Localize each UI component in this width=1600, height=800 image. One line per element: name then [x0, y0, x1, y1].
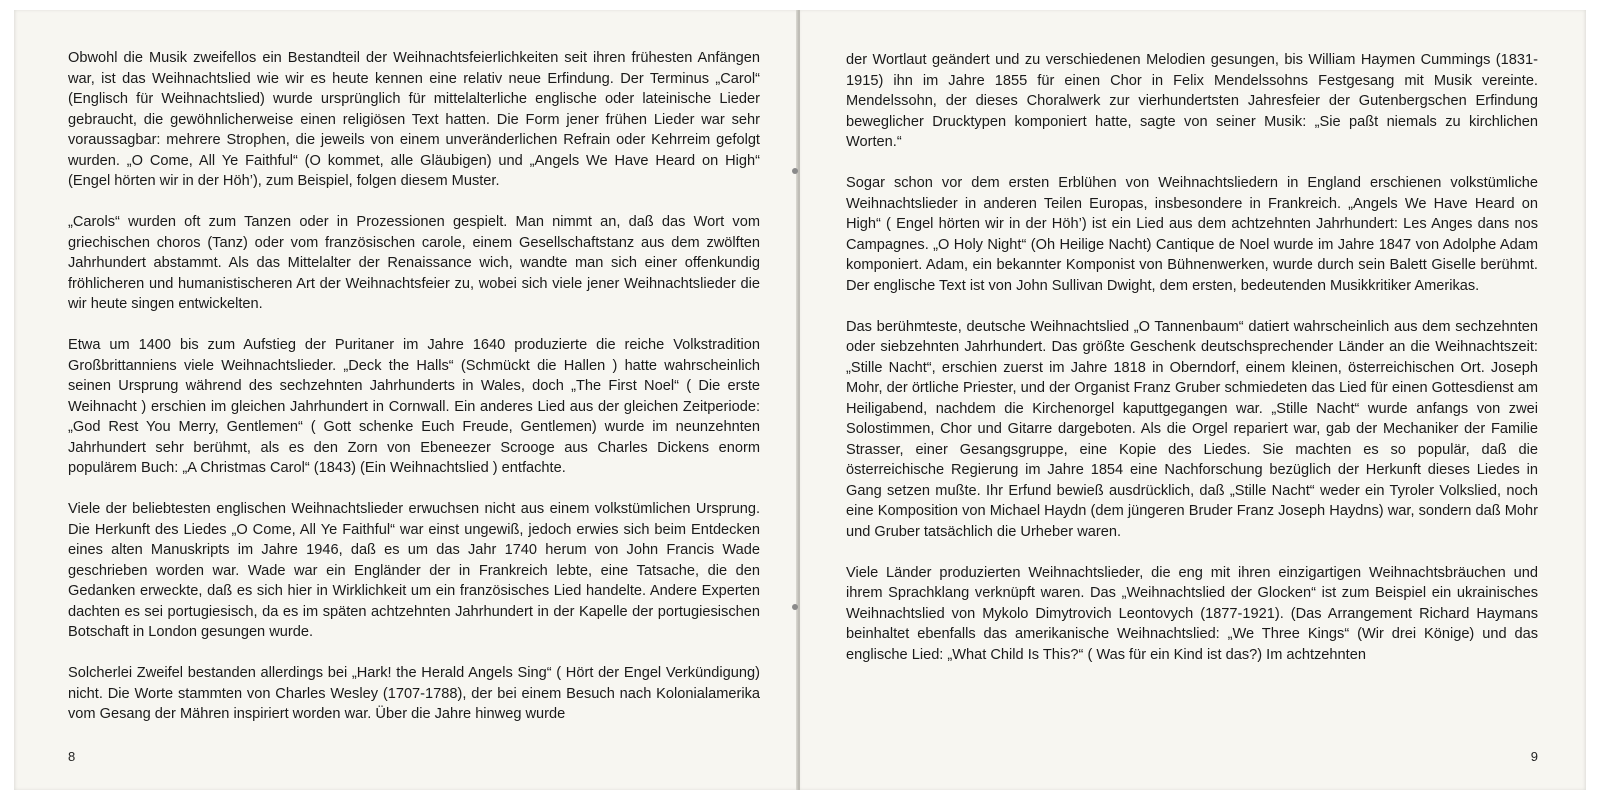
- left-paragraph-3: Etwa um 1400 bis zum Aufstieg der Puritaner im Jahre 1640 produzierte die reiche Volkstradition Großbrittanniens viele Weihnachtslieder. „Deck the Halls“ (Schmückt die Hallen ) hatte wahrscheinlich seinen Ursprung während des sechzehnten Jahrhunderts in Wales, doch „The First Noel“ ( Die erste Weihnacht ) erschien im gleichen Jahrhundert in Cornwall. Ein anderes Lied aus der gleichen Zeitperiode: „God Rest You Merry, Gentlemen“ ( Gott schenke Euch Freude, Gentlemen) wurde im neunzehnten Jahrhundert sehr berühmt, als es den Zorn von Ebeneezer Scrooge aus Charles Dickens enorm populärem Buch: „A Christmas Carol“ (1843) (Ein Weihnachtslied ) entfachte.: [68, 337, 760, 476]
- left-paragraph-5: Solcherlei Zweifel bestanden allerdings bei „Hark! the Herald Angels Sing“ ( Hört der Engel Verkündigung) nicht. Die Worte stammten von Charles Wesley (1707-1788), der bei einem Besuch nach Kolonialamerika vom Gesang der Mähren inspiriert worden war. Über die Jahre hinweg wurde: [68, 665, 760, 722]
- right-text-column: [846, 50, 1538, 665]
- right-paragraph-3: Das berühmteste, deutsche Weihnachtslied „O Tannenbaum“ datiert wahrscheinlich aus dem sechzehnten oder siebzehnten Jahrhundert. Das größte Geschenk deutschsprechender Länder an die Weihnachtszeit: „Stille Nacht“, erschien zuerst im Jahre 1818 in Oberndorf, einem kleinen, österreichischen Ort. Joseph Mohr, der örtliche Priester, und der Organist Franz Gruber schmiedeten das Lied für einen Gottesdienst am Heiligabend, nachdem die Kirchenorgel kaputtgegangen war. „Stille Nacht“ wurde anfangs von zwei Solostimmen, Chor und Gitarre dargeboten. Als die Orgel repariert war, gab der Mechaniker der Familie Strasser, einer Gesangsgruppe, eine Kopie des Liedes. Sie machten es so populär, daß die österreichische Regierung im Jahre 1854 eine Nachforschung bezüglich der Herkunft dieses Liedes in Gang setzen mußte. Ihr Erfund bewieß ausdrücklich, daß „Stille Nacht“ weder ein Tyroler Volkslied, noch eine Komposition von Michael Haydn (dem jüngeren Bruder Franz Joseph Haydns) war, sondern daß Mohr und Gruber tatsächlich die Urheber waren.: [846, 318, 1538, 540]
- left-page: [14, 10, 798, 790]
- right-paragraph-1: der Wortlaut geändert und zu verschiedenen Melodien gesungen, bis William Haymen Cummings (1831-1915) ihn im Jahre 1855 für einen Chor in Felix Mendelssohns Festgesang mit Musik vereinte. Mendelssohn, der dieses Choralwerk zur vierhundertsten Jahresfeier der Gutenbergschen Erfindung beweglicher Drucktypen komponiert hatte, sagte von seiner Musik: „Sie paßt niemals zu kirchlichen Worten.“: [846, 52, 1538, 150]
- right-paragraph-4: Viele Länder produzierten Weihnachtslieder, die eng mit ihren einzigartigen Weihnachtsbräuchen und ihrem Sprachklang verknüpft waren. Das „Weihnachtslied der Glocken“ ist zum Beispiel ein ukrainisches Weihnachtslied von Mykolo Dimytrovich Leontovych (1877-1921). (Das Arrangement Richard Haymans beinhaltet ebenfalls das amerikanische Weihnachtslied: „We Three Kings“ (Wir drei Könige) und das englische Lied: „What Child Is This?“ ( Was für ein Kind ist das?) Im achtzehnten: [846, 564, 1538, 663]
- left-paragraph-1: Obwohl die Musik zweifellos ein Bestandteil der Weihnachtsfeierlichkeiten seit ihren frühesten Anfängen war, ist das Weihnachtslied wie wir es heute kennen eine relativ neue Erfindung. Der Terminus „Carol“ (Englisch für Weihnachtslied) wurde ursprünglich für mittelalterliche englische oder lateinische Lieder gebraucht, die gewöhnlicherweise einen religiösen Text hatten. Die Form jener frühen Lieder war sehr voraussagbar: mehrere Strophen, die jeweils von einem unveränderlichen Refrain oder Kehrreim gefolgt wurden. „O Come, All Ye Faithful“ (O kommet, alle Gläubigen) und „Angels We Have Heard on High“ (Engel hörten wir in der Höh’), zum Beispiel, folgen diesem Muster.: [68, 50, 760, 189]
- left-paragraph-2: „Carols“ wurden oft zum Tanzen oder in Prozessionen gespielt. Man nimmt an, daß das Wort vom griechischen choros (Tanz) oder vom französischen carole, einem Gesellschaftstanz aus dem zwölften Jahrhundert abstammt. Als das Mittelalter der Renaissance wich, wandte man sich einer offenkundig fröhlicheren und humanistischeren Art der Weihnachtsfeier zu, wobei sich viele jener Weihnachtslieder die wir heute singen entwickelten.: [68, 214, 760, 312]
- page-number-right: 9: [1530, 749, 1538, 764]
- binding-mark-top: [792, 168, 798, 174]
- right-paragraph-2: Sogar schon vor dem ersten Erblühen von Weihnachtsliedern in England erschienen volkstümliche Weihnachtslieder in anderen Teilen Europas, insbesondere in Frankreich. „Angels We Have Heard on High“ ( Engel hörten wir in der Höh’) ist ein Lied aus dem achtzehnten Jahrhundert: Les Anges dans nos Campagnes. „O Holy Night“ (Oh Heilige Nacht) Cantique de Noel wurde im Jahre 1847 von Adolphe Adam komponiert. Adam, ein bekannter Komponist von Bühnenwerken, wurde durch sein Balett Giselle berühmt. Der englische Text ist von John Sullivan Dwight, dem ersten, bedeutenden Musikkritiker Amerikas.: [846, 175, 1538, 294]
- left-text-column: [68, 48, 760, 725]
- right-page: [800, 10, 1586, 790]
- page-number-left: 8: [68, 749, 76, 764]
- binding-mark-bottom: [792, 604, 798, 610]
- left-paragraph-4: Viele der beliebtesten englischen Weihnachtslieder erwuchsen nicht aus einem volkstümlichen Ursprung. Die Herkunft des Liedes „O Come, All Ye Faithful“ war einst ungewiß, jedoch erwies sich beim Entdecken eines alten Manuskripts im Jahre 1946, daß es um das Jahr 1740 herum von John Francis Wade geschrieben worden war. Wade war ein Engländer der in Frankreich lebte, eine Tatsache, die den Gedanken erweckte, daß es sich hier in Wirklichkeit um ein französisches Lied handelte. Andere Experten dachten es sei portugiesisch, da es im späten achtzehnten Jahrhundert in der Kapelle der portugiesischen Botschaft in London gesungen wurde.: [68, 501, 760, 640]
